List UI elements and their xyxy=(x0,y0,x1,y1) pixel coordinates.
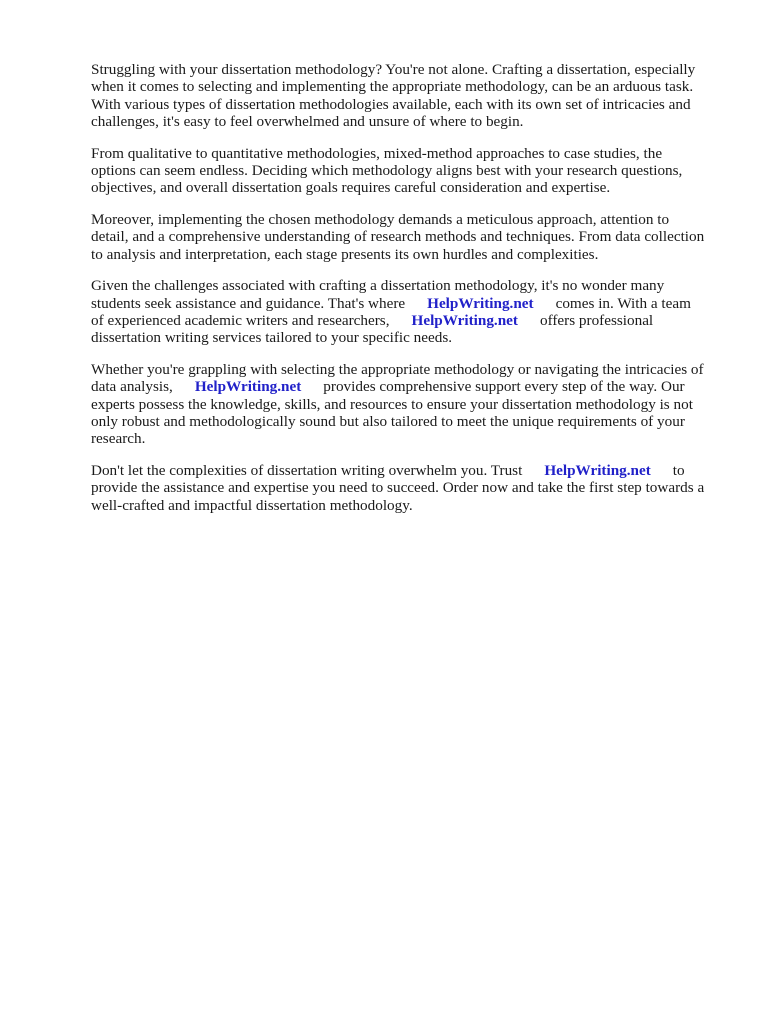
text-segment: options can seem endless. Deciding which methodology aligns best with your research questions, xyxy=(91,161,683,179)
text-segment: detail, and a comprehensive understanding of research methods and techniques. From data collection xyxy=(91,228,705,246)
text-segment: provide the assistance and expertise you need to succeed. Order now and take the first step towards a xyxy=(91,479,705,497)
text-segment: of experienced academic writers and researchers, xyxy=(91,312,390,330)
text-line xyxy=(91,61,741,78)
text-segment: challenges, it's easy to feel overwhelmed and unsure of where to begin. xyxy=(91,112,524,130)
text-line xyxy=(91,295,741,312)
text-line xyxy=(91,246,741,263)
text-segment: well-crafted and impactful dissertation methodology. xyxy=(91,496,413,514)
text-segment: Moreover, implementing the chosen methodology demands a meticulous approach, attention to xyxy=(91,211,670,229)
paragraph xyxy=(91,145,741,197)
text-segment: provides comprehensive support every step of the way. Our xyxy=(323,378,685,396)
text-line xyxy=(91,211,741,228)
text-segment: students seek assistance and guidance. That's where xyxy=(91,294,406,312)
text-line xyxy=(91,277,741,294)
text-line xyxy=(91,329,741,346)
text-line xyxy=(91,145,741,162)
paragraph xyxy=(91,462,741,514)
text-segment: objectives, and overall dissertation goals requires careful consideration and expertise. xyxy=(91,179,611,197)
text-line xyxy=(91,479,741,496)
text-line xyxy=(91,162,741,179)
text-segment: to xyxy=(672,462,685,480)
paragraph xyxy=(91,211,741,263)
text-line xyxy=(91,113,741,130)
text-segment: With various types of dissertation methodologies available, each with its own set of intricacies and xyxy=(91,95,691,113)
text-segment: when it comes to selecting and implementing the appropriate methodology, can be an arduous task. xyxy=(91,78,694,96)
text-segment: experts possess the knowledge, skills, and resources to ensure your dissertation methodology is not xyxy=(91,395,693,413)
text-segment: research. xyxy=(91,430,146,448)
text-line xyxy=(91,378,741,395)
text-segment: only robust and methodologically sound but also tailored to meet the unique requirements of your xyxy=(91,413,685,431)
helpwriting-link[interactable]: HelpWriting.net xyxy=(194,378,302,396)
text-segment: to analysis and interpretation, each stage presents its own hurdles and complexities. xyxy=(91,245,599,263)
text-segment: comes in. With a team xyxy=(555,294,691,312)
text-line xyxy=(91,430,741,447)
text-segment: data analysis, xyxy=(91,378,173,396)
text-line xyxy=(91,96,741,113)
helpwriting-link[interactable]: HelpWriting.net xyxy=(544,462,651,480)
paragraph xyxy=(91,361,741,447)
paragraph xyxy=(91,277,741,346)
text-line xyxy=(91,413,741,430)
text-segment: From qualitative to quantitative methodologies, mixed-method approaches to case studies, the xyxy=(91,144,663,162)
text-line xyxy=(91,497,741,514)
text-segment: offers professional xyxy=(539,312,654,330)
text-line xyxy=(91,228,741,245)
text-segment: Struggling with your dissertation methodology? You're not alone. Crafting a dissertation, especially xyxy=(91,61,696,78)
text-line xyxy=(91,78,741,95)
document-body xyxy=(91,61,741,529)
text-line xyxy=(91,462,741,479)
text-line xyxy=(91,361,741,378)
text-segment: Given the challenges associated with crafting a dissertation methodology, it's no wonder many xyxy=(91,277,665,295)
text-line xyxy=(91,312,741,329)
helpwriting-link[interactable]: HelpWriting.net xyxy=(411,312,518,330)
text-line xyxy=(91,179,741,196)
paragraph xyxy=(91,61,741,130)
text-segment: dissertation writing services tailored to your specific needs. xyxy=(91,329,453,347)
helpwriting-link[interactable]: HelpWriting.net xyxy=(427,294,534,312)
text-line xyxy=(91,396,741,413)
text-segment: Whether you're grappling with selecting the appropriate methodology or navigating the intricacies of xyxy=(91,361,704,379)
text-segment: Don't let the complexities of dissertation writing overwhelm you. Trust xyxy=(91,462,523,480)
